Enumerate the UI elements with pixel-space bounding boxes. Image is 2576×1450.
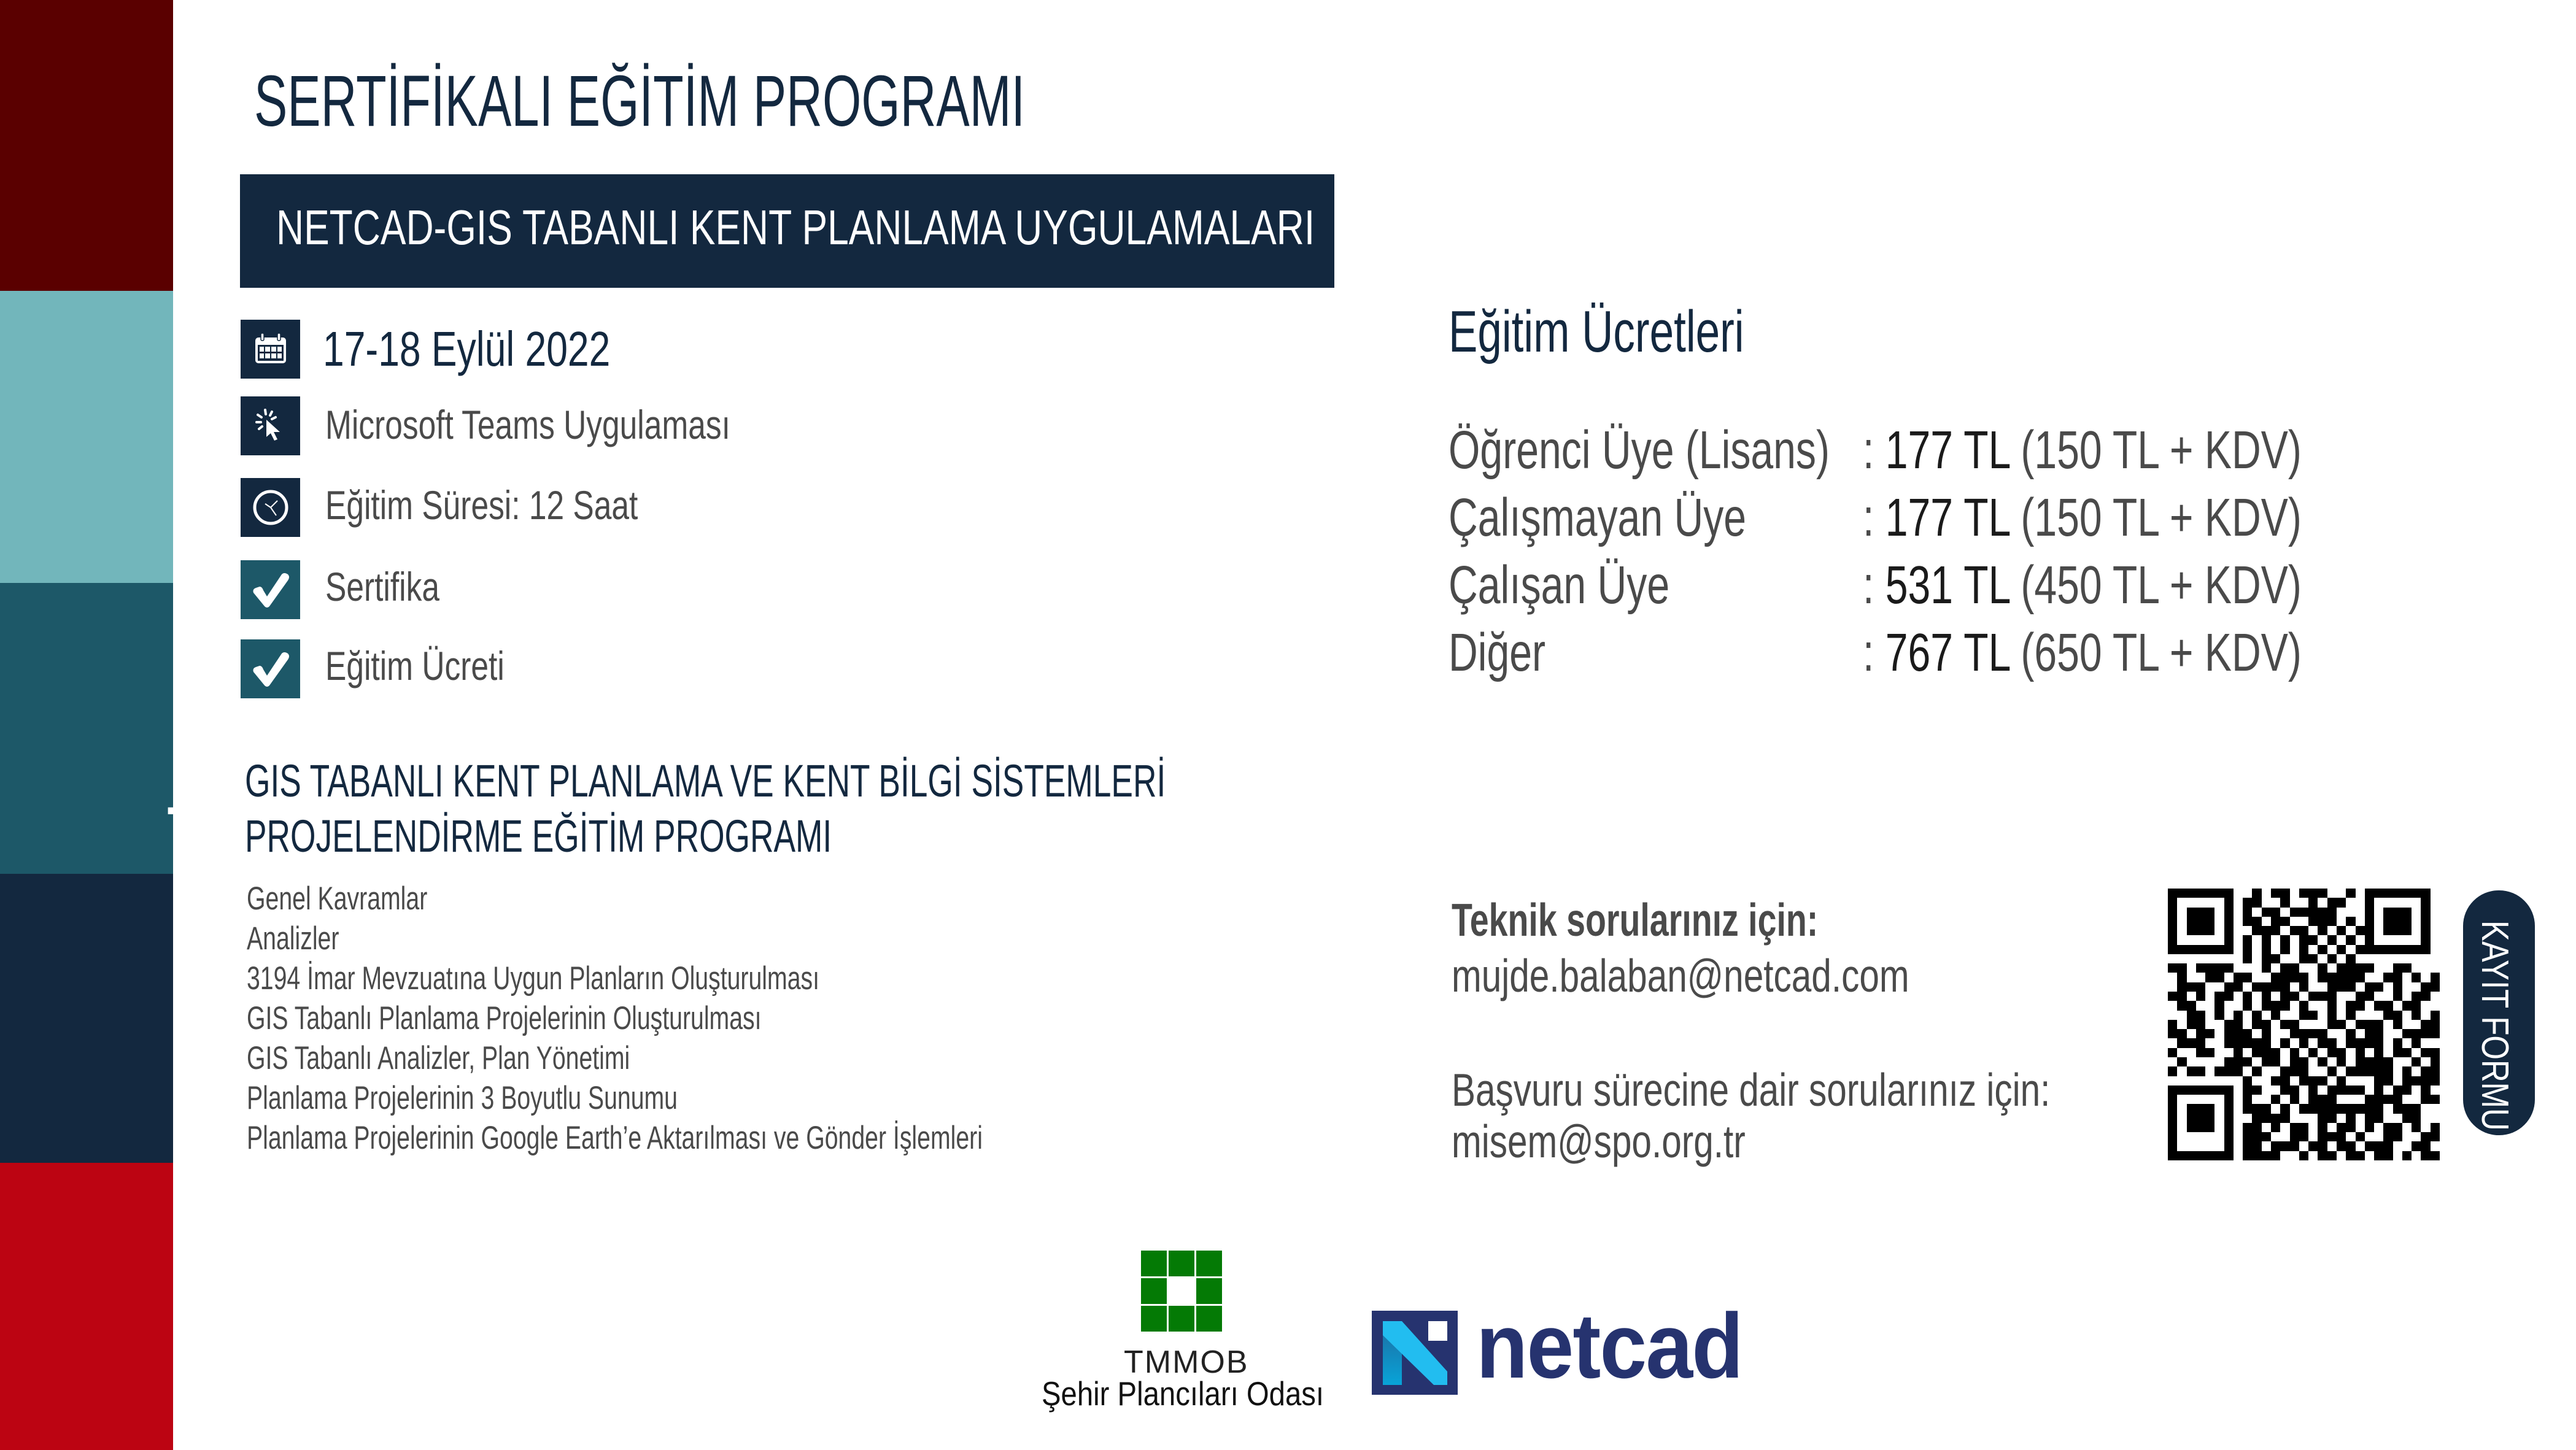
clock-icon [241, 478, 300, 537]
netcad-logo-icon [1372, 1311, 1458, 1395]
program-list-item: Analizler [247, 920, 339, 957]
spo-label: Şehir Plancıları Odası [1042, 1375, 1325, 1413]
fee-amount: : 177 TL (150 TL + KDV) [1863, 488, 2302, 547]
certificate-text: Sertifika [325, 564, 439, 609]
fee-row [1449, 420, 2369, 480]
registration-form-label: KAYIT FORMU [2474, 920, 2516, 1131]
platform-text: Microsoft Teams Uygulaması [325, 402, 730, 447]
fee-amount: : 177 TL (150 TL + KDV) [1863, 420, 2302, 480]
page-title: SERTİFİKALI EĞİTİM PROGRAMI [254, 61, 1026, 142]
netcad-wordmark: netcad [1476, 1294, 1742, 1397]
program-list-item: Planlama Projelerinin 3 Boyutlu Sunumu [247, 1080, 678, 1116]
application-contact-label: Başvuru sürecine dair sorularınız için: [1452, 1064, 2051, 1116]
cursor-click-icon [241, 396, 300, 455]
program-list-item: Genel Kavramlar [247, 881, 428, 917]
event-date: 17-18 Eylül 2022 [323, 322, 611, 376]
qr-code-icon[interactable] [2168, 889, 2440, 1160]
check-icon [241, 639, 300, 698]
tmmob-logo-icon [1141, 1251, 1222, 1332]
tmmob-label: TMMOB [1124, 1344, 1249, 1380]
program-list-item: Planlama Projelerinin Google Earth’e Aktarılması ve Gönder İşlemleri [247, 1120, 983, 1156]
application-contact-email[interactable]: misem@spo.org.tr [1452, 1116, 1746, 1167]
fee-category: Çalışmayan Üye [1449, 488, 1747, 547]
fee-row [1449, 488, 2369, 547]
fee-row [1449, 555, 2369, 615]
sidebar-stripe [0, 1163, 173, 1450]
program-list-item: GIS Tabanlı Planlama Projelerinin Oluşturulması [247, 1000, 762, 1036]
fees-title: Eğitim Ücretleri [1449, 299, 1744, 364]
subtitle-text: NETCAD-GIS TABANLI KENT PLANLAMA UYGULAMALARI [276, 200, 1315, 255]
fee-category: Öğrenci Üye (Lisans) [1449, 420, 1830, 480]
technical-contact-email[interactable]: mujde.balaban@netcad.com [1452, 950, 1909, 1001]
fee-row [1449, 623, 2369, 682]
registration-form-button[interactable] [2463, 890, 2535, 1135]
fee-text: Eğitim Ücreti [325, 643, 505, 688]
program-list-item: 3194 İmar Mevzuatına Uygun Planların Oluşturulması [247, 960, 820, 997]
fee-category: Diğer [1449, 623, 1546, 682]
sidebar-stripe [0, 0, 173, 291]
fee-category: Çalışan Üye [1449, 555, 1670, 615]
sidebar-stripe [0, 291, 173, 583]
calendar-icon [241, 320, 300, 379]
duration-text: Eğitim Süresi: 12 Saat [325, 482, 638, 528]
program-heading-line2: PROJELENDİRME EĞİTİM PROGRAMI [245, 811, 832, 862]
sidebar-stripe [0, 583, 173, 874]
fee-amount: : 767 TL (650 TL + KDV) [1863, 623, 2302, 682]
program-heading-line1: GIS TABANLI KENT PLANLAMA VE KENT BİLGİ SİSTEMLERİ [245, 755, 1166, 806]
sidebar [0, 0, 173, 1450]
fee-amount: : 531 TL (450 TL + KDV) [1863, 555, 2302, 615]
technical-contact-label: Teknik sorularınız için: [1452, 894, 1819, 946]
program-list-item: GIS Tabanlı Analizler, Plan Yönetimi [247, 1040, 630, 1076]
subtitle-banner [240, 174, 1334, 288]
sidebar-stripe [0, 874, 173, 1163]
check-icon [241, 560, 300, 619]
